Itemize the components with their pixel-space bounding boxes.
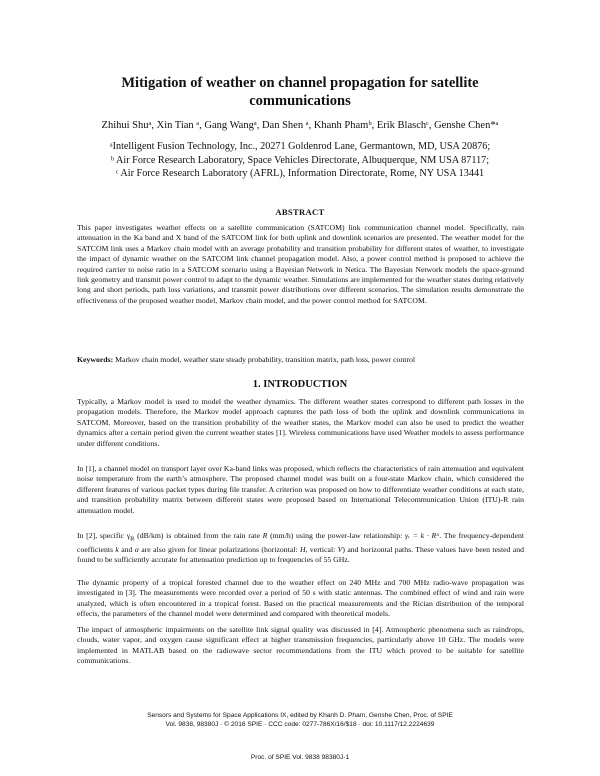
section-heading-introduction: 1. INTRODUCTION — [252, 379, 348, 390]
p3-text-e: and — [118, 544, 135, 554]
p3-text-g: , vertical: — [305, 544, 338, 554]
p3-text-b: (dB/km) is obtained from the rain rate — [134, 531, 263, 540]
p3-var-v: V — [337, 544, 343, 554]
intro-paragraph-2: In [1], a channel model on transport layer over Ka-band links was proposed, which reflects the characteristics of rain attenuation and equivalent noise temperature from the earth’s atmosphere. The proposed channel model was built on a four-state Markov chain, which considered the different features of various packet types during file transfer. A criterion was proposed on how to differentiate weather conditions at each state, and transition probability matrix between different states were proposed based on International Telecommunication Union (ITU)-R rain attenuation model. — [77, 464, 524, 515]
p3-text-h: ) and horizontal paths. These values have been tested and found to be sufficiently accurate for attenuation prediction up to frequencies of 55 GHz. — [77, 544, 524, 565]
p3-sub-r: R — [130, 535, 135, 543]
intro-paragraph-3 — [77, 531, 524, 566]
p3-text-f: are also given for linear polarizations (horizontal: — [138, 544, 300, 554]
intro-paragraph-4: The dynamic property of a tropical forested channel due to the weather effect on 240 MHz and 700 MHz radio-wave propagation was investigated in [3]. The measurements were recorded over a period of 50 s with static antennas. The combined effect of wind and rain were analyzed, which is often encountered in a tropical forest. Based on the practical measurements and the Rician distribution of the temporal effects, the parameters of the channel model were determined and compared with theoretical models. — [77, 578, 524, 619]
p3-var-h: H — [299, 544, 306, 554]
p3-var-k: k — [115, 544, 119, 554]
paper-title: Mitigation of weather on channel propagation for satellite communications — [121, 75, 479, 109]
publication-footer — [0, 712, 600, 729]
affiliation-b: ᵇ Air Force Research Laboratory, Space Vehicles Directorate, Albuquerque, NM USA 87117; — [110, 154, 490, 166]
p3-text-a: In [2], specific γ — [77, 531, 131, 540]
abstract-heading: ABSTRACT — [275, 207, 325, 217]
keywords-label: Keywords: — [77, 355, 114, 364]
p3-equation: γᵣ = k · Rᵅ — [404, 531, 440, 540]
footer-line-2: Vol. 9838, 98380J · © 2016 SPIE · CCC code: 0277-786X/16/$18 · doi: 10.1117/12.2224639 — [165, 720, 435, 728]
keywords-text: Markov chain model, weather state steady probability, transition matrix, path loss, power control — [113, 355, 416, 364]
affiliation-c: ᶜ Air Force Research Laboratory (AFRL), Information Directorate, Rome, NY USA 13441 — [115, 168, 485, 179]
page-number-footer: Proc. of SPIE Vol. 9838 98380J-1 — [250, 754, 350, 761]
affiliation-a: ᵃIntelligent Fusion Technology, Inc., 20271 Goldenrod Lane, Germantown, MD, USA 20876; — [109, 141, 491, 152]
p3-var-alpha: α — [134, 544, 139, 554]
p3-var-r: R — [262, 531, 268, 540]
intro-paragraph-5: The impact of atmospheric impairments on the satellite link signal quality was discussed in [4]. Atmospheric phenomena such as raindrops, clouds, water vapor, and oxygen cause significant effect at higher transmission frequencies, particularly above 10 GHz. The models were implemented in MATLAB based on the radiowave sector recommendations from the ITU which proved to be suitable for satellite communications. — [77, 625, 524, 666]
abstract-text: This paper investigates weather effects on a satellite communication (SATCOM) link communication channel model. Specifically, rain attenuation in the Ka band and X band of the SATCOM link for both uplink and downlink scenarios are presented. The weather model for the SATCOM link uses a Markov chain model with an average probability and transition probability for different states of weather, to investigate the impact of dynamic weather on the SATCOM link channel propagation model. Also, a power control method is proposed to achieve the required carrier to noise ratio in a SATCOM scenario using a Bayesian Network in Netica. The Bayesian Network models the space-ground link geometry and transmit power control to adapt to the dynamic weather. Simulations are implemented for the weather states during relatively long and short periods, path loss variations, and transmit power distributions over different scenarios. The simulation results demonstrate the effectiveness of the proposed weather model, Markov chain model, and the power control method for SATCOM. — [77, 223, 524, 305]
p3-text-c: (mm/h) using the power-law relationship: — [267, 531, 405, 540]
author-list: Zhihui Shuᵃ, Xin Tian ᵃ, Gang Wangᵃ, Dan Shen ᵃ, Khanh Phamᵇ, Erik Blaschᶜ, Genshe Chen*ᵃ — [101, 120, 499, 131]
affiliations — [60, 140, 540, 181]
keywords-line — [77, 355, 524, 365]
p3-text-d: . The frequency-dependent coefficients — [77, 531, 524, 554]
footer-line-1: Sensors and Systems for Space Applications IX, edited by Khanh D. Pham, Genshe Chen, Proc. of SPIE — [147, 712, 453, 719]
intro-paragraph-1: Typically, a Markov model is used to model the weather dynamics. The different weather states correspond to different path losses in the propagation models. Therefore, the Markov model approach captures the path loss of both the uplink and downlink communications in SATCOM. Moreover, based on the transition probability of the weather states, the Markov model can also be used to predict the weather dynamics after a certain period given the current weather states [1]. Wireless communications have used Weather models to assess performance under different conditions. — [77, 397, 524, 448]
